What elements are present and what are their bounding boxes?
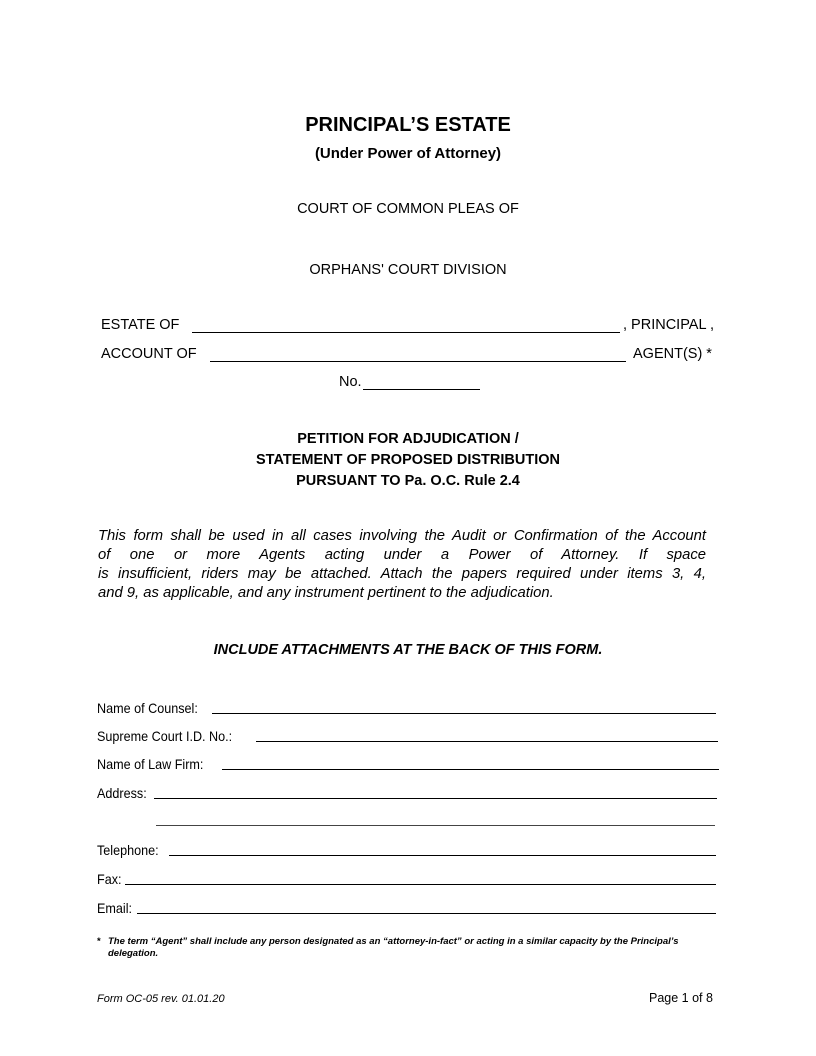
account-of-field[interactable] (210, 361, 626, 362)
account-of-label: ACCOUNT OF (101, 346, 197, 362)
telephone-field[interactable] (169, 855, 716, 856)
court-name: COURT OF COMMON PLEAS OF (297, 201, 519, 217)
petition-heading-2: STATEMENT OF PROPOSED DISTRIBUTION (256, 452, 560, 468)
footnote-line-2: delegation. (108, 948, 159, 959)
email-label: Email: (97, 900, 133, 916)
instructions-line: and 9, as applicable, and any instrument pertinent to the adjudication. (98, 585, 554, 601)
address-field[interactable] (154, 798, 717, 799)
counsel-label: Name of Counsel: (97, 700, 198, 716)
court-id-label: Supreme Court I.D. No.: (97, 728, 233, 744)
counsel-field[interactable] (212, 713, 716, 714)
estate-of-label: ESTATE OF (101, 317, 180, 333)
fax-field[interactable] (125, 884, 716, 885)
petition-heading-3: PURSUANT TO Pa. O.C. Rule 2.4 (296, 473, 520, 489)
number-field[interactable] (363, 389, 480, 390)
instructions-line: of one or more Agents acting under a Power of Attorney. If space (98, 547, 706, 563)
footnote-mark: * (97, 936, 101, 947)
footnote-line-1: The term “Agent” shall include any person designated as an “attorney-in-fact” or acting in a similar capacity by the Principal’s (108, 936, 679, 947)
form-id: Form OC-05 rev. 01.01.20 (97, 993, 225, 1005)
principal-label: , PRINCIPAL , (623, 317, 715, 333)
telephone-label: Telephone: (97, 842, 159, 858)
fax-label: Fax: (97, 871, 122, 887)
instructions-paragraph (98, 527, 706, 603)
page-title: PRINCIPAL’S ESTATE (305, 114, 511, 136)
address-label: Address: (97, 785, 147, 801)
estate-of-field[interactable] (192, 332, 620, 333)
page-subtitle: (Under Power of Attorney) (314, 145, 502, 162)
court-division: ORPHANS' COURT DIVISION (309, 262, 507, 278)
instructions-line: is insufficient, riders may be attached. Attach the papers required under items 3, 4, (98, 566, 706, 582)
court-id-field[interactable] (256, 741, 718, 742)
law-firm-field[interactable] (222, 769, 719, 770)
agents-label: AGENT(S) * (633, 346, 712, 362)
address-field-line-2[interactable] (156, 825, 715, 826)
petition-heading-1: PETITION FOR ADJUDICATION / (297, 431, 519, 447)
attachments-notice: INCLUDE ATTACHMENTS AT THE BACK OF THIS FORM. (213, 642, 603, 658)
email-field[interactable] (137, 913, 716, 914)
instructions-line: This form shall be used in all cases involving the Audit or Confirmation of the Account (98, 528, 706, 544)
law-firm-label: Name of Law Firm: (97, 756, 204, 772)
number-label: No. (339, 374, 362, 390)
page-number: Page 1 of 8 (649, 991, 713, 1005)
